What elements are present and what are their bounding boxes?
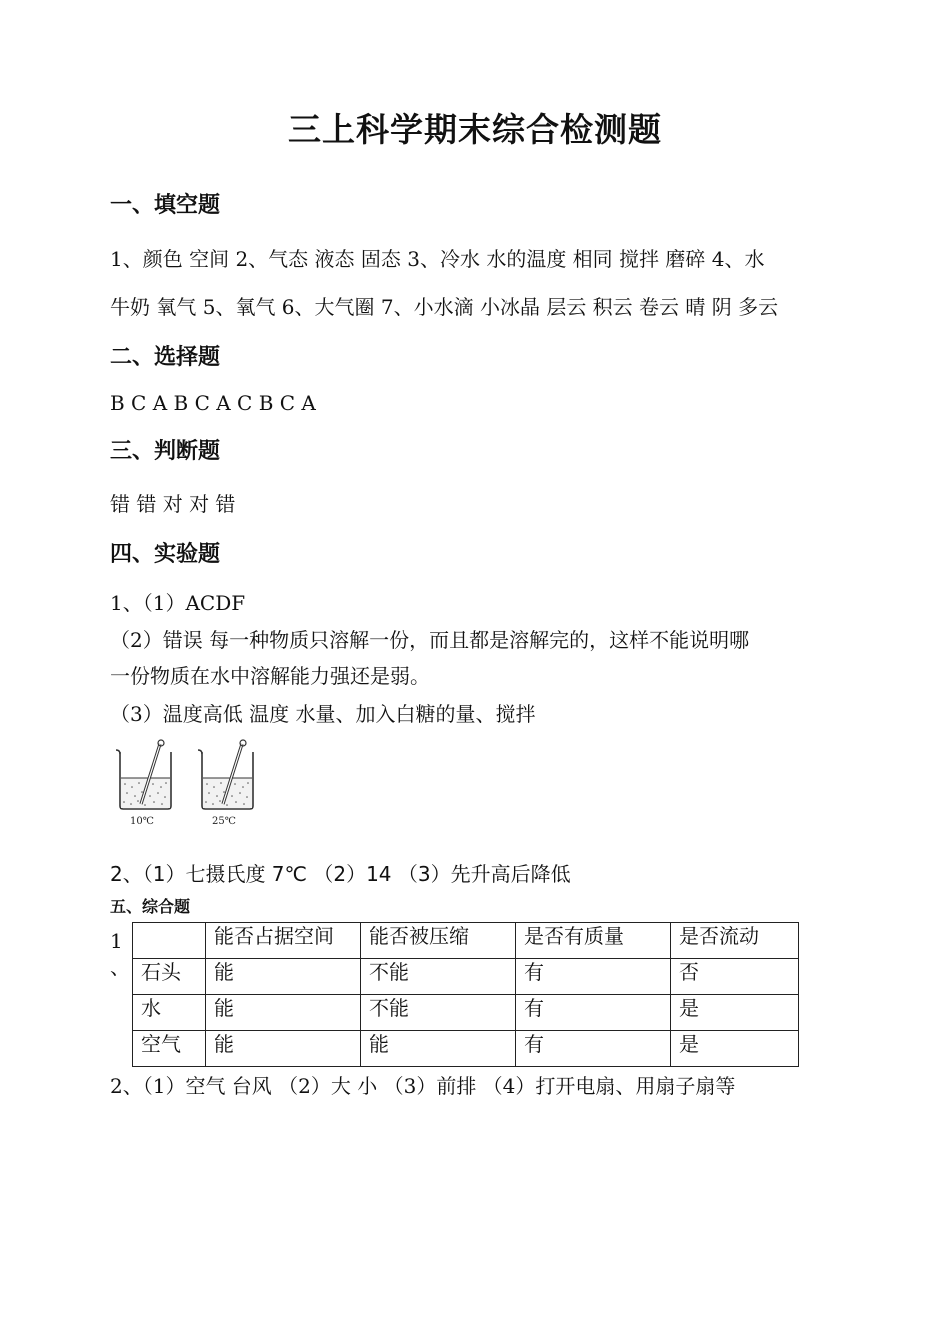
table-cell: 有 (516, 1031, 671, 1067)
experiment-q1-part2-line2: 一份物质在水中溶解能力强还是弱。 (110, 664, 430, 688)
table-cell: 水 (133, 995, 206, 1031)
table-cell: 是 (671, 1031, 799, 1067)
table-cell: 能 (206, 1031, 361, 1067)
comparison-table (132, 922, 799, 1067)
comprehensive-q2: 2、（1）空气 台风 （2）大 小 （3）前排 （4）打开电扇、用扇子扇等 (110, 1074, 736, 1098)
experiment-q1-part3: （3）温度高低 温度 水量、加入白糖的量、搅拌 (110, 702, 536, 726)
table-header-cell: 是否流动 (671, 923, 799, 959)
table-row (133, 995, 799, 1031)
fill-blank-answers-line-2: 牛奶 氧气 5、氧气 6、大气圈 7、小水滴 小冰晶 层云 积云 卷云 晴 阴 多云 (110, 295, 779, 319)
table-cell: 否 (671, 959, 799, 995)
beaker-10c-label: 10℃ (130, 816, 154, 827)
table-header-cell: 能否被压缩 (361, 923, 516, 959)
table-cell: 空气 (133, 1031, 206, 1067)
table-cell: 能 (206, 959, 361, 995)
experiment-q1-part1: 1、（1）ACDF (110, 591, 246, 615)
heading-fill-blank: 一、填空题 (110, 193, 221, 218)
multiple-choice-answers: B C A B C A C B C A (110, 391, 316, 415)
table-cell: 有 (516, 959, 671, 995)
experiment-q1-part2-line1: （2）错误 每一种物质只溶解一份，而且都是溶解完的，这样不能说明哪 (110, 628, 750, 652)
heading-comprehensive: 五、综合题 (110, 897, 191, 916)
comprehensive-q1-number (110, 928, 130, 980)
beaker-25c (198, 740, 253, 827)
heading-multiple-choice: 二、选择题 (110, 345, 221, 370)
comprehensive-q1-mark: 、 (110, 955, 130, 979)
heading-true-false: 三、判断题 (110, 439, 221, 464)
table-header-cell: 能否占据空间 (206, 923, 361, 959)
table-cell: 能 (361, 1031, 516, 1067)
table-row (133, 959, 799, 995)
table-header-cell (133, 923, 206, 959)
true-false-answers: 错 错 对 对 错 (110, 492, 236, 516)
fill-blank-answers-line-1: 1、颜色 空间 2、气态 液态 固态 3、冷水 水的温度 相同 搅拌 磨碎 4、水 (110, 247, 765, 271)
beaker-25c-label: 25℃ (212, 816, 236, 827)
table-header-cell: 是否有质量 (516, 923, 671, 959)
heading-experiment: 四、实验题 (110, 542, 221, 567)
table-cell: 不能 (361, 995, 516, 1031)
beaker-illustration (108, 738, 268, 830)
table-cell: 是 (671, 995, 799, 1031)
table-cell: 石头 (133, 959, 206, 995)
beaker-10c (116, 740, 171, 827)
table-cell: 能 (206, 995, 361, 1031)
experiment-q2: 2、（1）七摄氏度 7℃ （2）14 （3）先升高后降低 (110, 862, 571, 886)
table-cell: 有 (516, 995, 671, 1031)
page-title: 三上科学期末综合检测题 (288, 110, 662, 149)
table-row (133, 1031, 799, 1067)
table-header-row (133, 923, 799, 959)
comprehensive-q1-digit: 1 (110, 929, 123, 953)
table-cell: 不能 (361, 959, 516, 995)
